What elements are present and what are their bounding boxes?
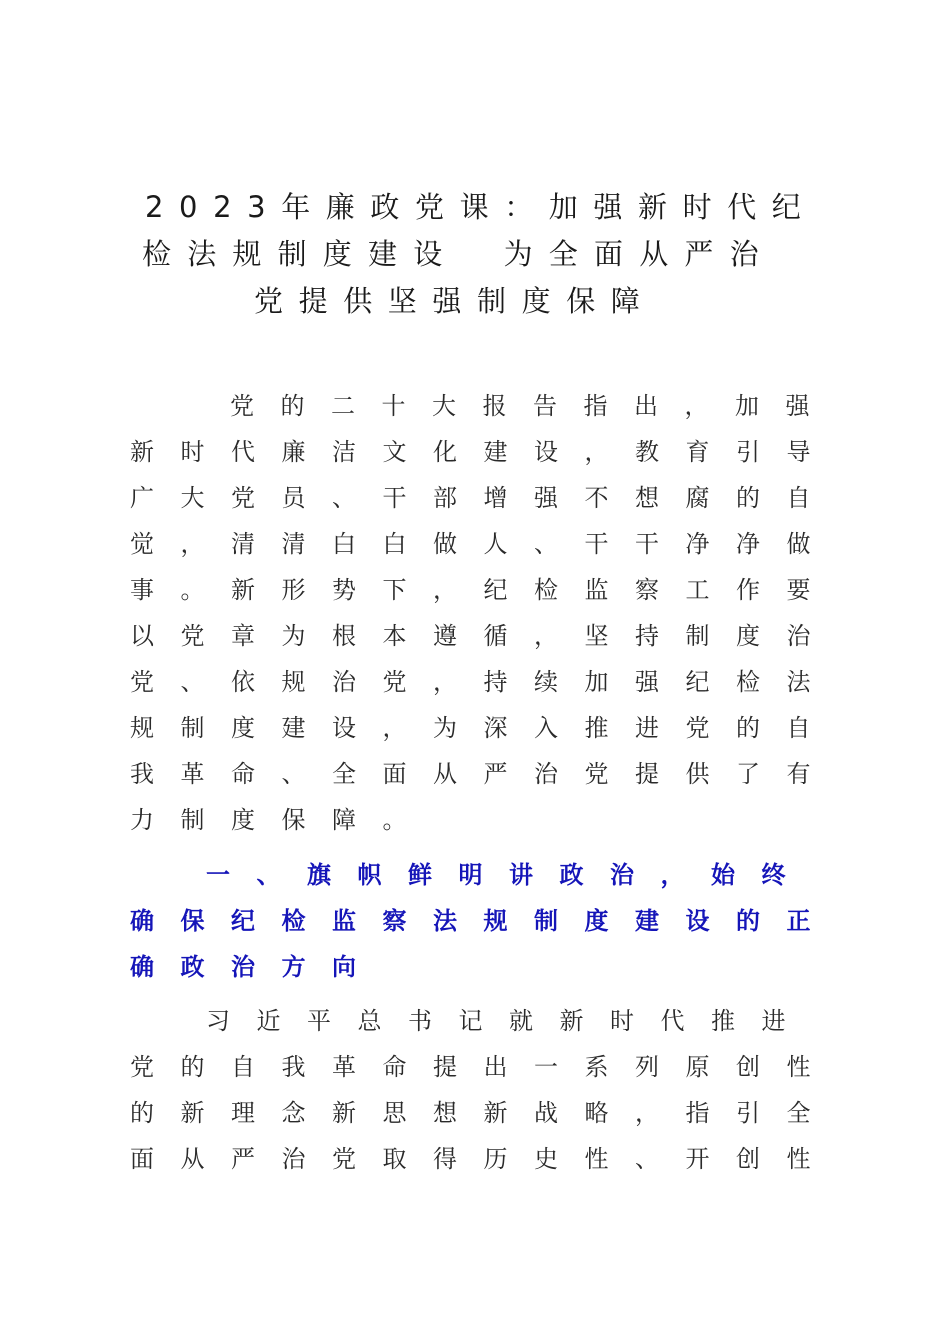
title-line: 检法规制度建设 为全面从严治 [142,237,775,271]
text-line: 觉，清清白白做人、干干净净做 [130,530,837,558]
text-line: 力制度保障。 [130,806,433,834]
heading-line: 确政治方向 [130,953,383,981]
text-line: 面从严治党取得历史性、开创性 [130,1145,837,1173]
text-line: 广大党员、干部增强不想腐的自 [130,484,837,512]
text-line: 党的自我革命提出一系列原创性 [130,1053,837,1081]
document-title [130,184,820,325]
text-line: 以党章为根本遵循，坚持制度治 [130,622,837,650]
heading-line: 一、旗帜鲜明讲政治，始终 [206,861,812,889]
text-line: 党的二十大报告指出，加强 [230,392,836,420]
text-line: 规制度建设，为深入推进党的自 [130,714,837,742]
text-line: 党、依规治党，持续加强纪检法 [130,668,837,696]
body-paragraph [130,998,837,1182]
body-paragraph [130,383,837,843]
text-line: 的新理念新思想新战略，指引全 [130,1099,837,1127]
text-line: 习近平总书记就新时代推进 [206,1007,812,1035]
title-line: 党提供坚强制度保障 [254,284,656,318]
text-line: 新时代廉洁文化建设，教育引导 [130,438,837,466]
title-line: 2023年廉政党课：加强新时代纪 [145,190,817,224]
text-line: 我革命、全面从严治党提供了有 [130,760,837,788]
section-heading [130,852,837,990]
text-line: 事。新形势下，纪检监察工作要 [130,576,837,604]
heading-line: 确保纪检监察法规制度建设的正 [130,907,837,935]
